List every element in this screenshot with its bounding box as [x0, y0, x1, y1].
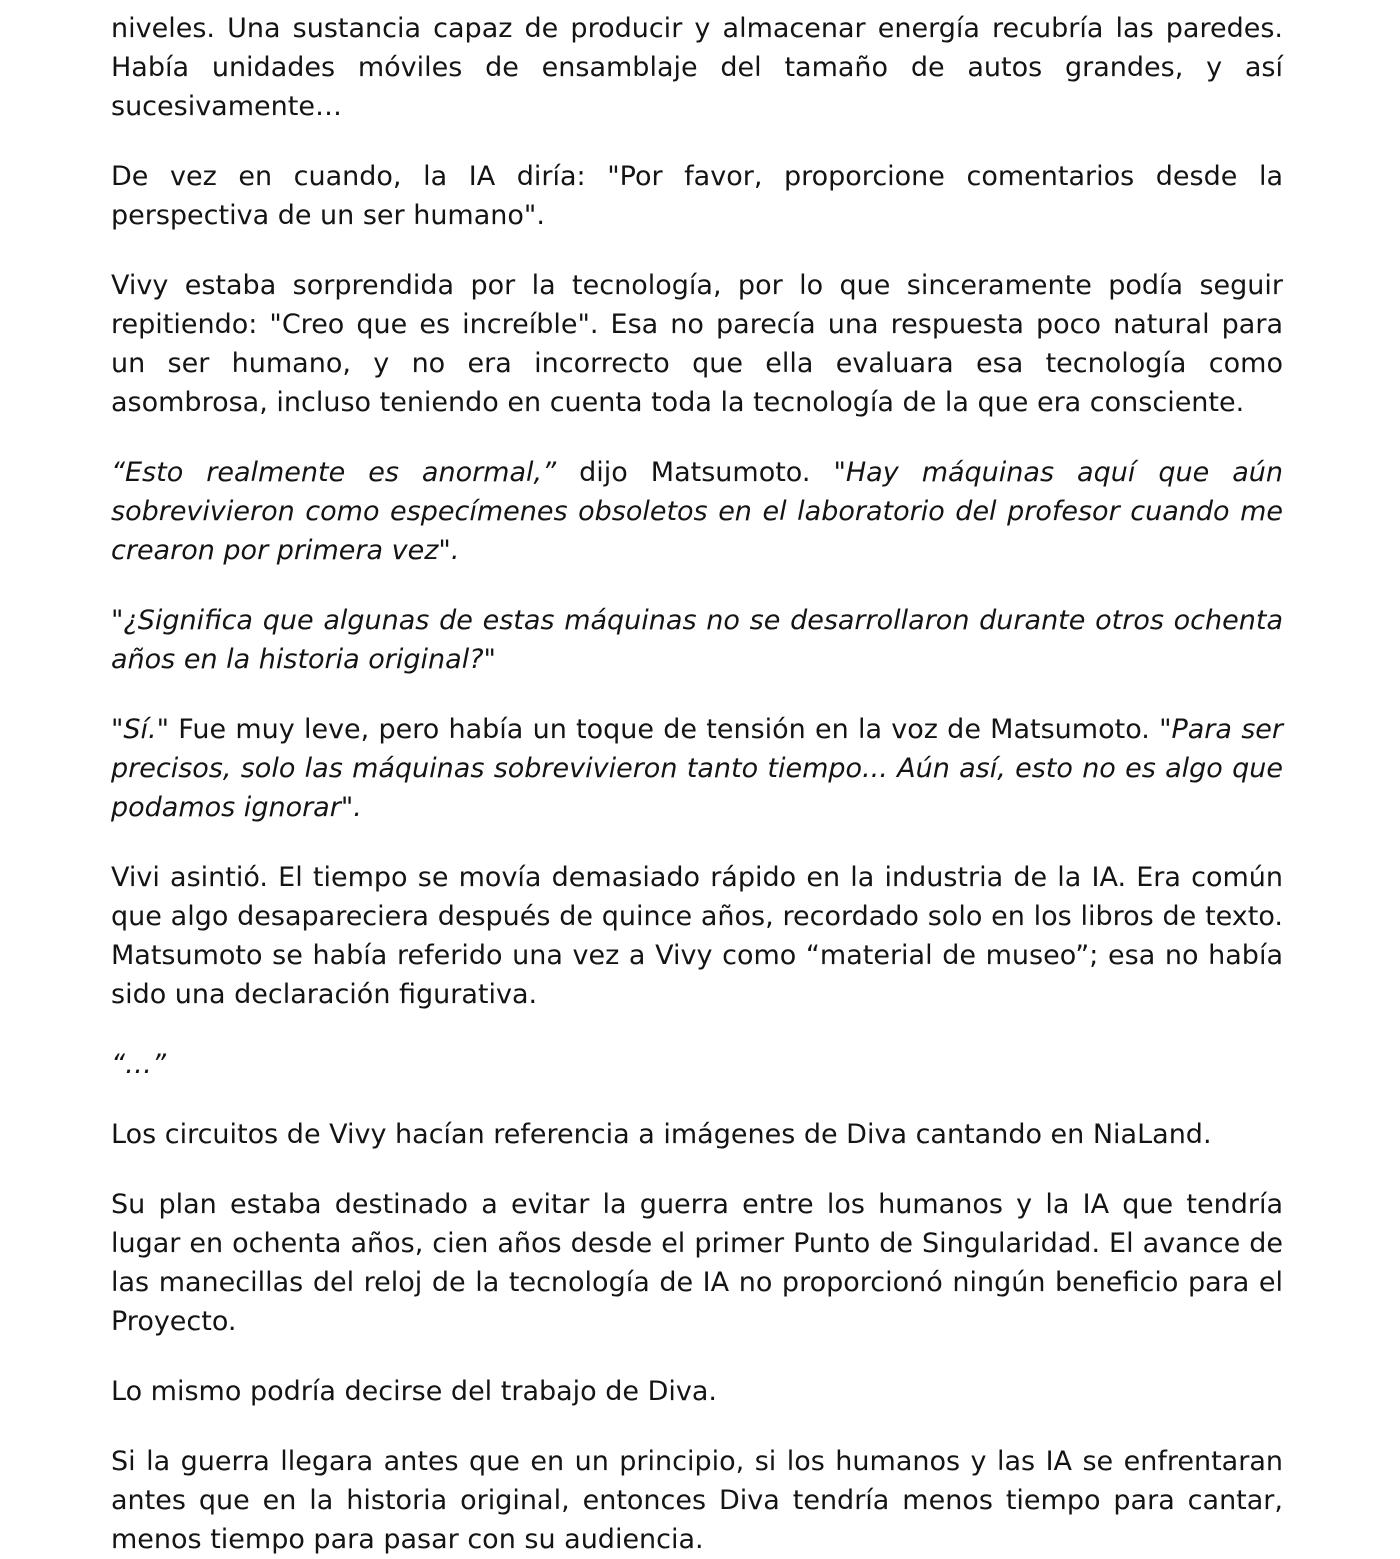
paragraph	[111, 453, 1283, 570]
italic-dialogue: "Hay máquinas aquí que aún sobrevivieron como especímenes obsoletos en el laboratorio del profesor cuando me crearon por primera vez".	[111, 457, 1283, 566]
italic-dialogue: "Sí."	[111, 714, 170, 745]
paragraph	[111, 9, 1283, 126]
text-segment: Su plan estaba destinado a evitar la guerra entre los humanos y la IA que tendría lugar en ochenta años, cien años desde el primer Punto de Singularidad. El avance de las manecillas del reloj de la tecnología de IA no proporcionó ningún beneficio para el Proyecto.	[111, 1189, 1283, 1337]
italic-dialogue: “Esto realmente es anormal,”	[111, 457, 557, 488]
italic-dialogue: “…”	[111, 1049, 166, 1080]
text-segment: niveles. Una sustancia capaz de producir y almacenar energía recubría las paredes. Había unidades móviles de ensamblaje del tamaño de autos grandes, y así sucesivamente…	[111, 13, 1283, 122]
text-segment: Si la guerra llegara antes que en un principio, si los humanos y las IA se enfrentaran antes que en la historia original, entonces Diva tendría menos tiempo para cantar, menos tiempo para pasar con su audiencia.	[111, 1446, 1283, 1555]
paragraph	[111, 858, 1283, 1014]
text-segment: Vivy estaba sorprendida por la tecnología, por lo que sinceramente podía seguir repitiendo: "Creo que es increíble". Esa no parecía una respuesta poco natural para un ser humano, y no era incorrecto que ella evaluara esa tecnología como asombrosa, incluso teniendo en cuenta toda la tecnología de la que era consciente.	[111, 270, 1283, 418]
paragraph	[111, 1442, 1283, 1559]
paragraph	[111, 157, 1283, 235]
paragraph	[111, 1045, 1283, 1084]
paragraph	[111, 1372, 1283, 1411]
document-page	[111, 9, 1283, 1559]
text-segment: Vivi asintió. El tiempo se movía demasiado rápido en la industria de la IA. Era común que algo desapareciera después de quince años, recordado solo en los libros de texto. Matsumoto se había referido una vez a Vivy como “material de museo”; esa no había sido una declaración figurativa.	[111, 862, 1283, 1010]
text-segment: Los circuitos de Vivy hacían referencia a imágenes de Diva cantando en NiaLand.	[111, 1119, 1212, 1150]
paragraph	[111, 1185, 1283, 1341]
text-segment: Lo mismo podría decirse del trabajo de Diva.	[111, 1376, 718, 1407]
paragraph	[111, 710, 1283, 827]
text-segment: dijo Matsumoto.	[556, 457, 834, 488]
paragraph	[111, 1115, 1283, 1154]
italic-dialogue: "¿Significa que algunas de estas máquinas no se desarrollaron durante otros ochenta años en la historia original?"	[111, 605, 1283, 675]
italic-dialogue: "Para ser precisos, solo las máquinas sobrevivieron tanto tiempo... Aún así, esto no es algo que podamos ignorar".	[111, 714, 1283, 823]
text-segment: Fue muy leve, pero había un toque de tensión en la voz de Matsumoto.	[169, 714, 1160, 745]
text-segment: De vez en cuando, la IA diría: "Por favor, proporcione comentarios desde la perspectiva de un ser humano".	[111, 161, 1283, 231]
paragraph	[111, 266, 1283, 422]
paragraph	[111, 601, 1283, 679]
